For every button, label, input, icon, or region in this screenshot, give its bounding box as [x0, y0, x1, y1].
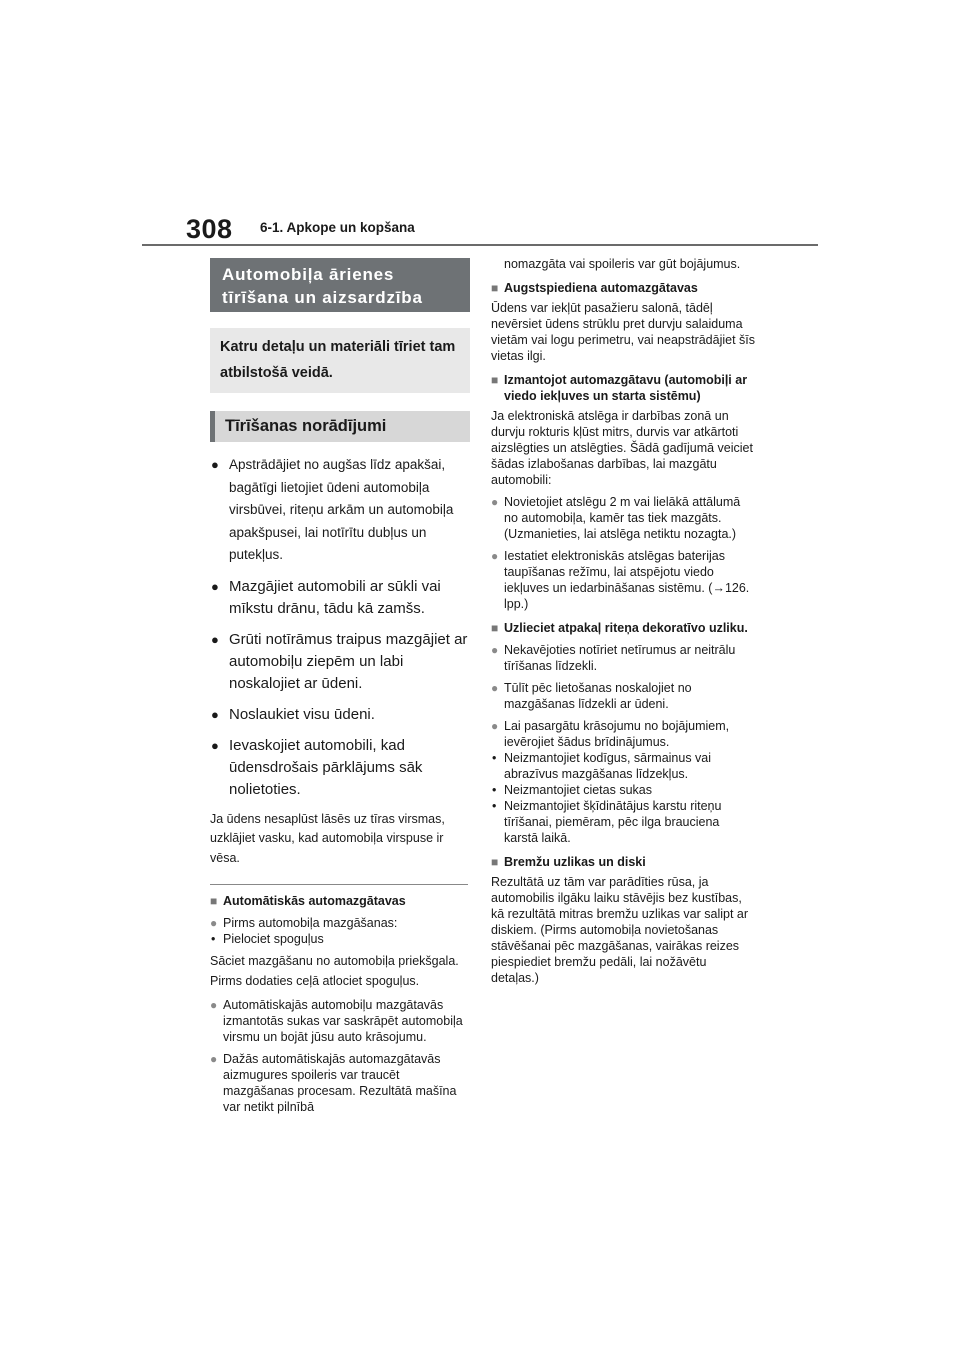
wheel-trim-item: ● Tūlīt pēc lietošanas noskalojiet no mazgāšanas līdzekli ar ūdeni. — [491, 680, 755, 712]
brakes-text: Rezultātā uz tām var parādīties rūsa, ja automobilis ilgāku laiku stāvējis bez kustības, kā rezultātā mitras bremžu uzlikas var salipt ar diskiem. (Pirms automobiļa novietošanas stāvēšanai pēc mazgāšanas, vairākas reizes piespiediet bremžu pedāli, lai nožāvētu detaļas.) — [491, 875, 749, 985]
car-wash-paragraph: Sāciet mazgāšanu no automobiļa priekšgala. Pirms dodaties ceļā atlociet spoguļus. — [210, 954, 459, 988]
car-wash-bullet: • Pielociet spoguļus — [210, 931, 470, 947]
wheel-trim-bullet: • Neizmantojiet šķīdinātājus karstu riteņu tīrīšanai, piemēram, pēc ilga brauciena karstā laikā. — [491, 798, 755, 846]
wheel-trim-item: ● Lai pasargātu krāsojumu no bojājumiem, ievērojiet šādus brīdinājumus. — [491, 718, 755, 750]
page-number: 308 — [186, 214, 233, 244]
car-wash-bullets — [210, 931, 470, 947]
right-column — [491, 256, 755, 986]
car-wash-item: ● Pirms automobiļa mazgāšanas: — [210, 915, 470, 931]
high-pressure-heading: ■ Augstspiediena automazgātavas — [491, 280, 755, 296]
wheel-trim-heading: ■ Uzlieciet atpakaļ riteņa dekoratīvo uzliku. — [491, 620, 755, 636]
instruction-item: ● Grūti notīrāmus traipus mazgājiet ar automobiļu ziepēm un labi noskalojiet ar ūdeni. — [210, 629, 470, 695]
instruction-item: ● Mazgājiet automobili ar sūkli vai mīkstu drānu, tādu kā zamšs. — [210, 576, 470, 620]
intro-box: Katru detaļu un materiāli tīriet tam atbilstošā veidā. — [210, 328, 470, 393]
high-pressure-text: Ūdens var iekļūt pasažieru salonā, tādēļ nevērsiet ūdens strūklu pret durvju salaiduma vietām vai logu perimetru, vai neapstrādājiet šīs vietas ilgi. — [491, 301, 756, 363]
car-wash-item: ● Dažās automātiskajās automazgātavās aizmugures spoileris var traucēt mazgāšanas procesam. Rezultātā mašīna var netikt pilnībā — [210, 1051, 470, 1115]
section-title: 6-1. Apkope un kopšana — [260, 220, 415, 235]
instructions-list — [210, 454, 470, 801]
car-wash-item: ● Automātiskajās automobiļu mazgātavās izmantotās sukas var saskrāpēt automobiļa virsmu un bojāt jūsu auto krāsojumu. — [210, 997, 470, 1045]
instruction-item: ● Noslaukiet visu ūdeni. — [210, 704, 470, 726]
smart-entry-text: Ja elektroniskā atslēga ir darbības zonā un durvju rokturis kļūst mitrs, durvis var atkārtoti aizslēgties un atslēgties. Šādā gadījumā veiciet šādas izlabošanas darbības, lai mazgātu automobili: — [491, 409, 753, 487]
brakes-heading: ■ Bremžu uzlikas un diski — [491, 854, 755, 870]
smart-entry-item: ● Novietojiet atslēgu 2 m vai lielākā attālumā no automobiļa, kamēr tas tiek mazgāts. (Uzmanieties, lai atslēga netiktu nozagta.) — [491, 494, 755, 542]
wheel-trim-bullet: • Neizmantojiet cietas sukas — [491, 782, 755, 798]
wheel-trim-bullets — [491, 750, 755, 846]
page-title: Automobiļa ārienes tīrīšana un aizsardzība — [210, 258, 470, 312]
smart-entry-heading: ■ Izmantojot automazgātavu (automobiļi ar viedo iekļuves un starta sistēmu) — [491, 372, 755, 404]
left-column — [210, 258, 470, 1115]
wheel-trim-item: ● Nekavējoties notīriet netīrumus ar neitrālu tīrīšanas līdzekli. — [491, 642, 755, 674]
instruction-item: ● Ievaskojiet automobili, kad ūdensdrošais pārklājums sāk nolietoties. — [210, 735, 470, 801]
car-wash-heading: ■ Automātiskās automazgātavas — [210, 893, 470, 909]
continuation-text: nomazgāta vai spoileris var gūt bojājumus. — [504, 257, 741, 271]
instructions-heading: Tīrīšanas norādījumi — [210, 411, 470, 442]
header-rule — [142, 244, 818, 246]
instruction-item: ● Apstrādājiet no augšas līdz apakšai, bagātīgi lietojiet ūdeni automobiļa virsbūvei, riteņu arkām un automobiļa apakšpusei, lai notīrītu dubļus un putekļus. — [210, 454, 470, 567]
smart-entry-item: ● Iestatiet elektroniskās atslēgas baterijas taupīšanas režīmu, lai atspējotu viedo iekļuves un iedarbināšanas sistēmu. (→126. lpp.) — [491, 548, 755, 612]
wax-note: Ja ūdens nesaplūst lāsēs uz tīras virsmas, uzklājiet vasku, kad automobiļa virspuse ir vēsa. — [210, 811, 445, 865]
section-divider — [210, 884, 468, 885]
wheel-trim-bullet: • Neizmantojiet kodīgus, sārmainus vai abrazīvus mazgāšanas līdzekļus. — [491, 750, 755, 782]
